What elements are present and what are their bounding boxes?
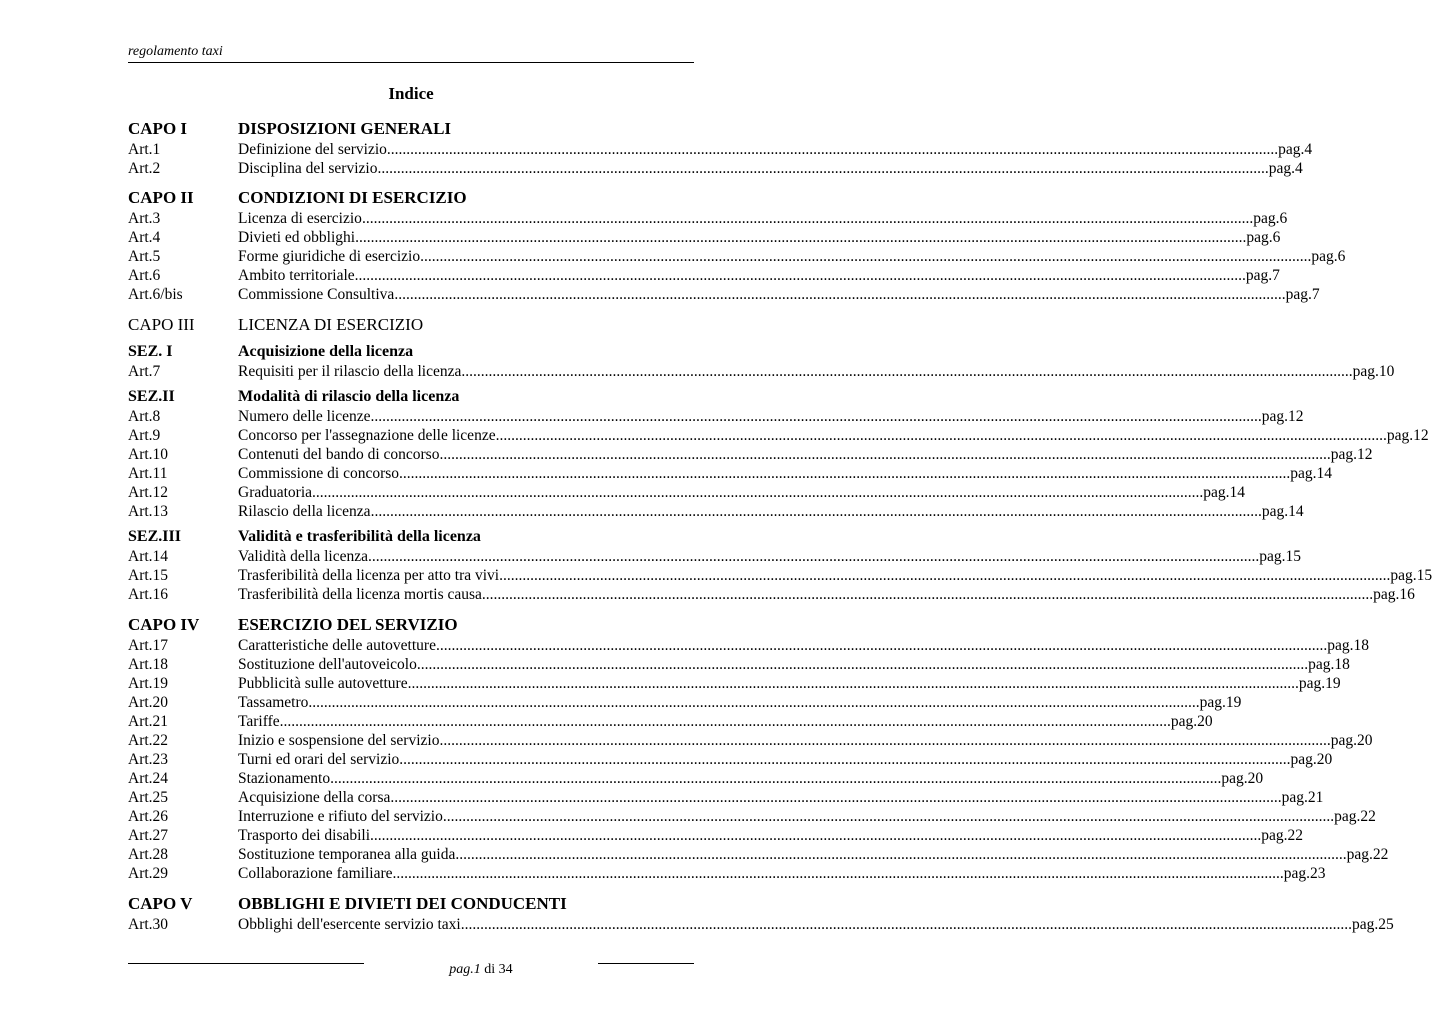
toc-entry[interactable] [128, 788, 1324, 807]
article-number: Art.23 [128, 751, 169, 768]
article-title: Forme giuridiche di esercizio [238, 248, 421, 265]
article-title: Interruzione e rifiuto del servizio [238, 808, 443, 825]
article-number: Art.8 [128, 408, 161, 425]
article-title: Trasferibilità della licenza mortis causa [238, 586, 482, 603]
section-title: Acquisizione della licenza [238, 343, 414, 360]
dot-leader: ...................................................................................................................................................................................................................................... [461, 363, 1353, 380]
dot-leader: ...................................................................................................................................................................................................................................... [439, 446, 1331, 463]
page-ref: pag.4 [1268, 160, 1303, 177]
page-label: pag.1 [449, 962, 481, 977]
page-ref: pag.6 [1253, 210, 1288, 227]
dot-leader: ...................................................................................................................................................................................................................................... [308, 694, 1200, 711]
article-title: Collaborazione familiare [238, 865, 393, 882]
page-ref: pag.20 [1290, 751, 1333, 768]
toc-entry[interactable] [128, 826, 1304, 845]
chapter-heading [128, 314, 694, 336]
article-number: Art.13 [128, 503, 169, 520]
toc-entry[interactable] [128, 845, 1389, 864]
article-title: Obblighi dell'esercente servizio taxi [238, 916, 461, 933]
chapter-title: ESERCIZIO DEL SERVIZIO [238, 615, 458, 634]
dot-leader: ...................................................................................................................................................................................................................................... [392, 865, 1284, 882]
dot-leader: ...................................................................................................................................................................................................................................... [354, 267, 1246, 284]
section-number: SEZ.III [128, 528, 181, 545]
dot-leader: ...................................................................................................................................................................................................................................... [367, 548, 1260, 565]
page-total: di 34 [484, 962, 513, 977]
dot-leader: ...................................................................................................................................................................................................................................... [439, 732, 1331, 749]
toc-entry[interactable] [128, 464, 1333, 483]
article-title: Acquisizione della corsa [238, 789, 391, 806]
toc-entry[interactable] [128, 247, 1346, 266]
article-title: Graduatoria [238, 484, 313, 501]
article-title: Sostituzione temporanea alla guida [238, 846, 456, 863]
chapter-title: CONDIZIONI DI ESERCIZIO [238, 188, 467, 207]
dot-leader: ...................................................................................................................................................................................................................................... [420, 248, 1312, 265]
article-title: Definizione del servizio [238, 141, 387, 158]
dot-leader: ...................................................................................................................................................................................................................................... [399, 751, 1291, 768]
article-title: Trasporto dei disabili [238, 827, 371, 844]
dot-leader: ...................................................................................................................................................................................................................................... [481, 586, 1374, 603]
page-ref: pag.21 [1281, 789, 1324, 806]
toc-entry[interactable] [128, 655, 1350, 674]
article-number: Art.10 [128, 446, 169, 463]
chapter-title: DISPOSIZIONI GENERALI [238, 119, 452, 138]
article-title: Disciplina del servizio [238, 160, 378, 177]
dot-leader: ...................................................................................................................................................................................................................................... [370, 827, 1262, 844]
article-number: Art.9 [128, 427, 161, 444]
dot-leader: ...................................................................................................................................................................................................................................... [455, 846, 1347, 863]
dot-leader: ...................................................................................................................................................................................................................................... [386, 141, 1279, 158]
toc-entry[interactable] [128, 712, 1213, 731]
toc-entry[interactable] [128, 483, 1246, 502]
article-number: Art.29 [128, 865, 169, 882]
chapter-title: OBBLIGHI E DIVIETI DEI CONDUCENTI [238, 894, 567, 913]
dot-leader: ...................................................................................................................................................................................................................................... [442, 808, 1335, 825]
page-ref: pag.20 [1221, 770, 1264, 787]
chapter-title: LICENZA DI ESERCIZIO [238, 315, 424, 334]
page-ref: pag.14 [1203, 484, 1246, 501]
dot-leader: ...................................................................................................................................................................................................................................... [416, 656, 1309, 673]
toc-entry[interactable] [128, 547, 1301, 566]
article-number: Art.26 [128, 808, 169, 825]
toc-entry[interactable] [128, 750, 1333, 769]
article-number: Art.15 [128, 567, 169, 584]
article-title: Tassametro [238, 694, 309, 711]
article-number: Art.17 [128, 637, 169, 654]
article-number: Art.7 [128, 363, 161, 380]
page-ref: pag.19 [1199, 694, 1242, 711]
dot-leader: ...................................................................................................................................................................................................................................... [377, 160, 1269, 177]
article-title: Stazionamento [238, 770, 331, 787]
chapter-heading [128, 118, 694, 140]
toc-title: Indice [388, 84, 434, 103]
article-number: Art.22 [128, 732, 169, 749]
toc-entry[interactable] [128, 140, 1313, 159]
dot-leader: ...................................................................................................................................................................................................................................... [394, 286, 1286, 303]
page-ref: pag.14 [1261, 503, 1304, 520]
toc-entry[interactable] [128, 636, 1369, 655]
dot-leader: ...................................................................................................................................................................................................................................... [355, 229, 1247, 246]
page-ref: pag.7 [1245, 267, 1280, 284]
toc-entry[interactable] [128, 693, 1242, 712]
dot-leader: ...................................................................................................................................................................................................................................... [460, 916, 1352, 933]
article-title: Concorso per l'assegnazione delle licenze [238, 427, 496, 444]
toc-entry[interactable] [128, 362, 1395, 381]
article-title: Commissione Consultiva [238, 286, 395, 303]
toc-entry[interactable] [128, 285, 1320, 304]
article-title: Inizio e sospensione del servizio [238, 732, 440, 749]
dot-leader: ...................................................................................................................................................................................................................................... [361, 210, 1254, 227]
footer-rule-left [128, 963, 364, 964]
chapter-number: CAPO V [128, 894, 193, 913]
chapter-number: CAPO IV [128, 615, 200, 634]
page-ref: pag.25 [1351, 916, 1394, 933]
article-number: Art.14 [128, 548, 169, 565]
toc-entry[interactable] [128, 209, 1288, 228]
chapter-heading [128, 893, 694, 915]
dot-leader: ...................................................................................................................................................................................................................................... [399, 465, 1291, 482]
section-heading [128, 342, 694, 362]
page-ref: pag.10 [1352, 363, 1395, 380]
page-ref: pag.23 [1283, 865, 1326, 882]
chapter-number: CAPO I [128, 119, 188, 138]
article-title: Caratteristiche delle autovetture [238, 637, 436, 654]
toc-entry[interactable] [128, 426, 1429, 445]
article-title: Pubblicità sulle autovetture [238, 675, 408, 692]
article-number: Art.25 [128, 789, 169, 806]
dot-leader: ...................................................................................................................................................................................................................................... [312, 484, 1204, 501]
article-title: Validità della licenza [238, 548, 368, 565]
chapter-heading [128, 187, 694, 209]
chapter-heading [128, 614, 694, 636]
section-number: SEZ. I [128, 343, 173, 360]
article-title: Turni ed orari del servizio [238, 751, 400, 768]
dot-leader: ...................................................................................................................................................................................................................................... [407, 675, 1299, 692]
page-ref: pag.12 [1330, 446, 1373, 463]
toc-entry[interactable] [128, 502, 1304, 521]
article-title: Rilascio della licenza [238, 503, 371, 520]
dot-leader: ...................................................................................................................................................................................................................................... [330, 770, 1222, 787]
chapter-number: CAPO III [128, 315, 195, 334]
article-title: Trasferibilità della licenza per atto tra vivi [238, 567, 500, 584]
article-title: Sostituzione dell'autoveicolo [238, 656, 417, 673]
page-ref: pag.14 [1290, 465, 1333, 482]
toc-entry[interactable] [128, 266, 1280, 285]
page-number [364, 961, 598, 979]
page-ref: pag.7 [1285, 286, 1320, 303]
page-ref: pag.15 [1390, 567, 1432, 584]
footer-rule-right [598, 963, 694, 964]
article-number: Art.30 [128, 916, 169, 933]
article-number: Art.5 [128, 248, 161, 265]
toc-entry[interactable] [128, 159, 1303, 178]
section-title: Validità e trasferibilità della licenza [238, 528, 481, 545]
article-number: Art.19 [128, 675, 169, 692]
section-title: Modalità di rilascio della licenza [238, 388, 460, 405]
article-number: Art.27 [128, 827, 169, 844]
toc-entry[interactable] [128, 407, 1304, 426]
page-ref: pag.19 [1298, 675, 1341, 692]
page-ref: pag.20 [1330, 732, 1373, 749]
running-title: regolamento taxi [128, 44, 223, 59]
dot-leader: ...................................................................................................................................................................................................................................... [435, 637, 1328, 654]
article-title: Divieti ed obblighi [238, 229, 356, 246]
article-number: Art.6/bis [128, 286, 183, 303]
toc-entry[interactable] [128, 674, 1341, 693]
article-number: Art.12 [128, 484, 169, 501]
chapter-number: CAPO II [128, 188, 194, 207]
table-of-contents [128, 118, 1432, 934]
article-number: Art.20 [128, 694, 169, 711]
article-title: Requisiti per il rilascio della licenza [238, 363, 462, 380]
article-title: Numero delle licenze [238, 408, 371, 425]
page-footer [128, 955, 694, 985]
dot-leader: ...................................................................................................................................................................................................................................... [499, 567, 1391, 584]
dot-leader: ...................................................................................................................................................................................................................................... [390, 789, 1282, 806]
page-ref: pag.18 [1327, 637, 1369, 654]
dot-leader: ...................................................................................................................................................................................................................................... [279, 713, 1171, 730]
toc-entry[interactable] [128, 915, 1394, 934]
article-title: Ambito territoriale [238, 267, 355, 284]
article-number: Art.6 [128, 267, 161, 284]
dot-leader: ...................................................................................................................................................................................................................................... [495, 427, 1387, 444]
page-ref: pag.15 [1259, 548, 1301, 565]
article-number: Art.16 [128, 586, 169, 603]
article-number: Art.11 [128, 465, 168, 482]
page-ref: pag.6 [1311, 248, 1346, 265]
page-ref: pag.18 [1308, 656, 1350, 673]
toc-entry[interactable] [128, 445, 1373, 464]
toc-entry[interactable] [128, 731, 1373, 750]
page-ref: pag.22 [1261, 827, 1304, 844]
page-ref: pag.16 [1373, 586, 1415, 603]
article-title: Tariffe [238, 713, 280, 730]
article-title: Contenuti del bando di concorso [238, 446, 440, 463]
article-number: Art.1 [128, 141, 161, 158]
article-number: Art.3 [128, 210, 161, 227]
article-number: Art.18 [128, 656, 169, 673]
section-heading [128, 527, 694, 547]
toc-entry[interactable] [128, 807, 1376, 826]
page-ref: pag.4 [1278, 141, 1313, 158]
article-number: Art.24 [128, 770, 169, 787]
toc-entry[interactable] [128, 769, 1264, 788]
dot-leader: ...................................................................................................................................................................................................................................... [370, 503, 1262, 520]
page-ref: pag.12 [1261, 408, 1304, 425]
toc-entry[interactable] [128, 864, 1326, 883]
page-ref: pag.6 [1246, 229, 1281, 246]
running-header [128, 42, 694, 63]
page-ref: pag.12 [1386, 427, 1429, 444]
article-number: Art.2 [128, 160, 161, 177]
dot-leader: ...................................................................................................................................................................................................................................... [370, 408, 1262, 425]
toc-entry[interactable] [128, 585, 1415, 604]
section-number: SEZ.II [128, 388, 175, 405]
page-ref: pag.20 [1170, 713, 1213, 730]
toc-entry[interactable] [128, 566, 1432, 585]
toc-entry[interactable] [128, 228, 1281, 247]
article-number: Art.28 [128, 846, 169, 863]
section-heading [128, 387, 694, 407]
article-title: Licenza di esercizio [238, 210, 362, 227]
article-number: Art.4 [128, 229, 161, 246]
article-number: Art.21 [128, 713, 169, 730]
article-title: Commissione di concorso [238, 465, 400, 482]
page-ref: pag.22 [1346, 846, 1389, 863]
page-ref: pag.22 [1334, 808, 1376, 825]
